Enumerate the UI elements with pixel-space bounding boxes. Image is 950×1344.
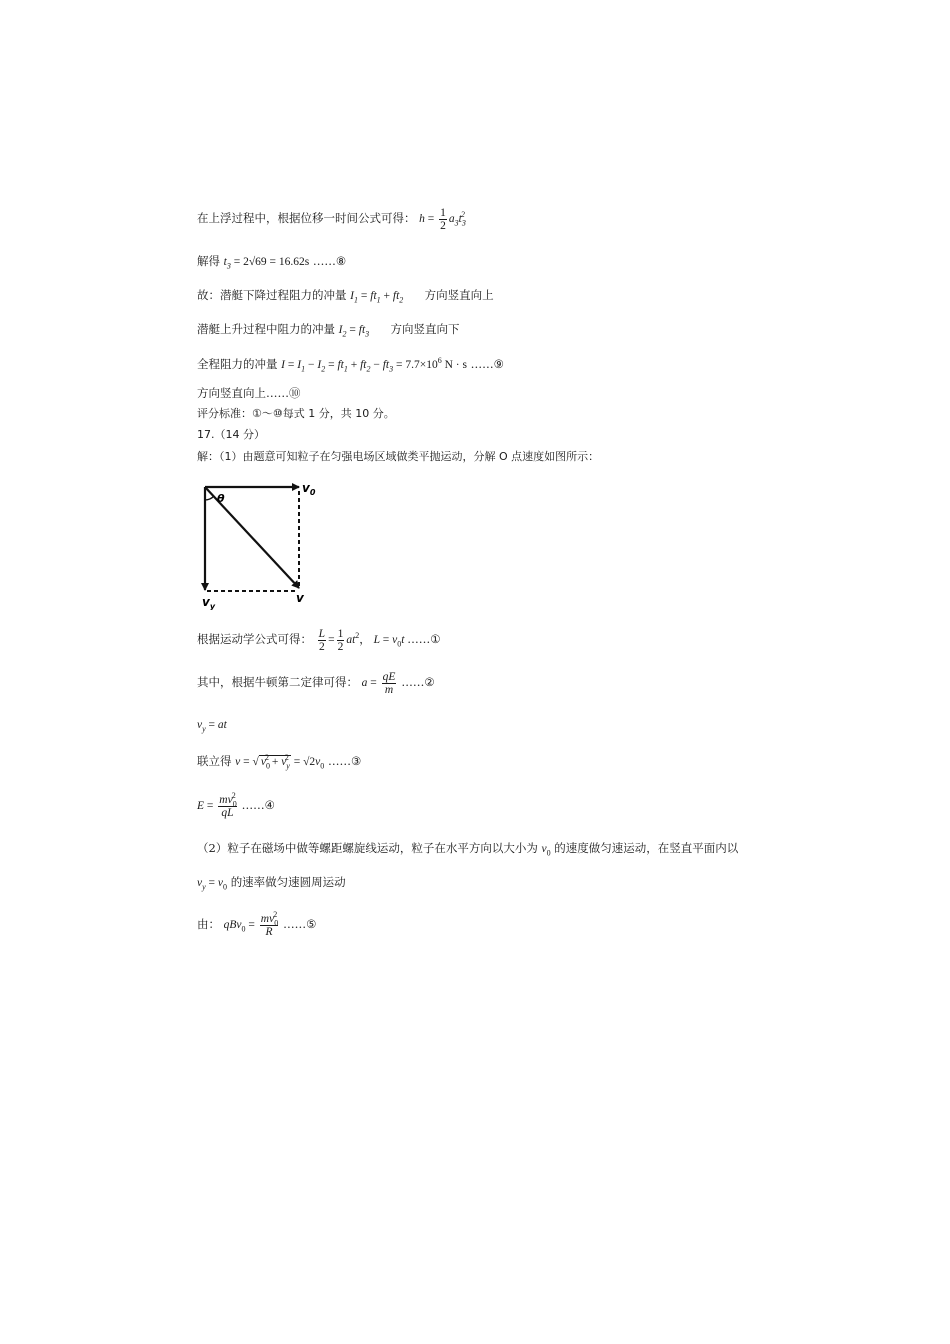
text: 其中，根据牛顿第二定律可得： [197, 675, 358, 690]
line-solve-t3: 解得 $t_3 = 2√69 = 16.62s$ ……⑧ [197, 254, 347, 271]
line-combine: 联立得 v = √ $v_0^2 + v_y^2 = √2v_0$ ……③ [197, 753, 362, 771]
text: 联立得 [197, 754, 232, 768]
circle-mark: ⑧ [335, 254, 347, 268]
formula-v: v = √ $v_0^2 + v_y^2 = √2v_0$ [235, 753, 325, 771]
formula-L: $\frac{L}{2}$ = $\frac{1}{2}$ $at^2$， $L = v_0t$ [318, 628, 408, 654]
circle-mark: ⑤ [306, 917, 317, 932]
formula-qBv0: qBv$_0$ = $\frac{mv_0^2}{R}$ [223, 910, 279, 939]
formula-E: E = $\frac{mv_0^2}{qL}$ [197, 791, 237, 820]
formula-I: $I = I_1 - I_2 = ft_1 + ft_2 - ft_3 = 7.7\times 10^6$ N · s [281, 356, 467, 374]
line-impulse-descend [197, 290, 494, 303]
formula-I2: $I_2 = ft_3$ [338, 324, 370, 339]
text: 故：潜艇下降过程阻力的冲量 [197, 288, 347, 302]
value: 7.7×10 [405, 359, 438, 371]
formula-a: a = $\frac{qE}{m}$ [361, 671, 396, 697]
circle-mark: ② [424, 675, 435, 690]
line-impulse-ascend [197, 324, 459, 337]
line-question-17 [197, 429, 265, 440]
theta-label: θ [217, 492, 225, 505]
text: 潜艇上升过程中阻力的冲量 [197, 322, 335, 336]
line-rise-formula [197, 207, 465, 232]
direction: 方向竖直向下 [390, 322, 460, 336]
exponent: 6 [437, 356, 442, 366]
line-total-impulse: 全程阻力的冲量 $I = I_1 - I_2 = ft_1 + ft_2 - ft_3 = 7.7\times 10^6$ N · s ……⑨ [197, 356, 504, 374]
formula-I1: $I_1 = ft_1 + ft_2$ [350, 290, 404, 305]
line-lorentz: 由： qBv$_0$ = $\frac{mv_0^2}{R}$ ……⑤ [197, 910, 317, 939]
circle-mark: ③ [350, 754, 362, 768]
text: 全程阻力的冲量 [197, 357, 278, 371]
line-newton: 其中，根据牛顿第二定律可得： a = $\frac{qE}{m}$ ……② [197, 671, 435, 697]
text: 方向竖直向上……⑩ [197, 386, 301, 400]
symbol-v0: $v_0$ [541, 843, 551, 858]
line-scoring [197, 408, 395, 419]
text: 根据运动学公式可得： [197, 632, 312, 647]
text: 解：（1）由题意可知粒子在匀强电场区域做类平抛运动，分解 O 点速度如图所示： [197, 450, 600, 463]
direction: 方向竖直向上 [424, 288, 494, 302]
circle-mark: ④ [264, 798, 275, 813]
vy-label: $v_y$ [202, 595, 216, 610]
formula-vy-v0: $v_y = v_0$ [197, 877, 228, 892]
unit: N · s [444, 359, 467, 371]
text: 在上浮过程中，根据位移一时间公式可得： [197, 211, 416, 226]
text: 由： [197, 917, 220, 932]
line-direction [197, 388, 301, 400]
theta-arc [205, 496, 214, 500]
circle-mark: ⑨ [493, 357, 504, 371]
formula-t3: $t_3 = 2√69 = 16.62s$ [223, 256, 310, 271]
circle-mark: ① [430, 632, 441, 647]
velocity-diagram [195, 475, 330, 610]
line-vy: $v_y$ = at [197, 719, 227, 734]
v0-label: $v_0$ [302, 481, 316, 497]
v-label: v [296, 591, 304, 605]
line-field-E: E = $\frac{mv_0^2}{qL}$ ……④ [197, 791, 275, 820]
text: 评分标准：①～⑩每式 1 分，共 10 分。 [197, 407, 395, 420]
text: 的速度做匀速运动，在竖直平面内以 [554, 841, 739, 855]
text: 17.（14 分） [197, 428, 265, 441]
text: 的速率做匀速圆周运动 [230, 875, 346, 889]
formula-h: h = $\frac{1}{2}$ $a_3t_3^2$ [419, 207, 466, 233]
line-circular [197, 877, 346, 890]
value: 16.62s [278, 256, 310, 268]
line-solution-intro [197, 451, 599, 462]
line-part2 [197, 843, 738, 856]
line-kinematics: 根据运动学公式可得： $\frac{L}{2}$ = $\frac{1}{2}$ $at^2$， $L = v_0t$ ……① [197, 628, 441, 654]
text: 解得 [197, 254, 220, 268]
text: （2）粒子在磁场中做等螺距螺旋线运动，粒子在水平方向以大小为 [197, 841, 538, 855]
